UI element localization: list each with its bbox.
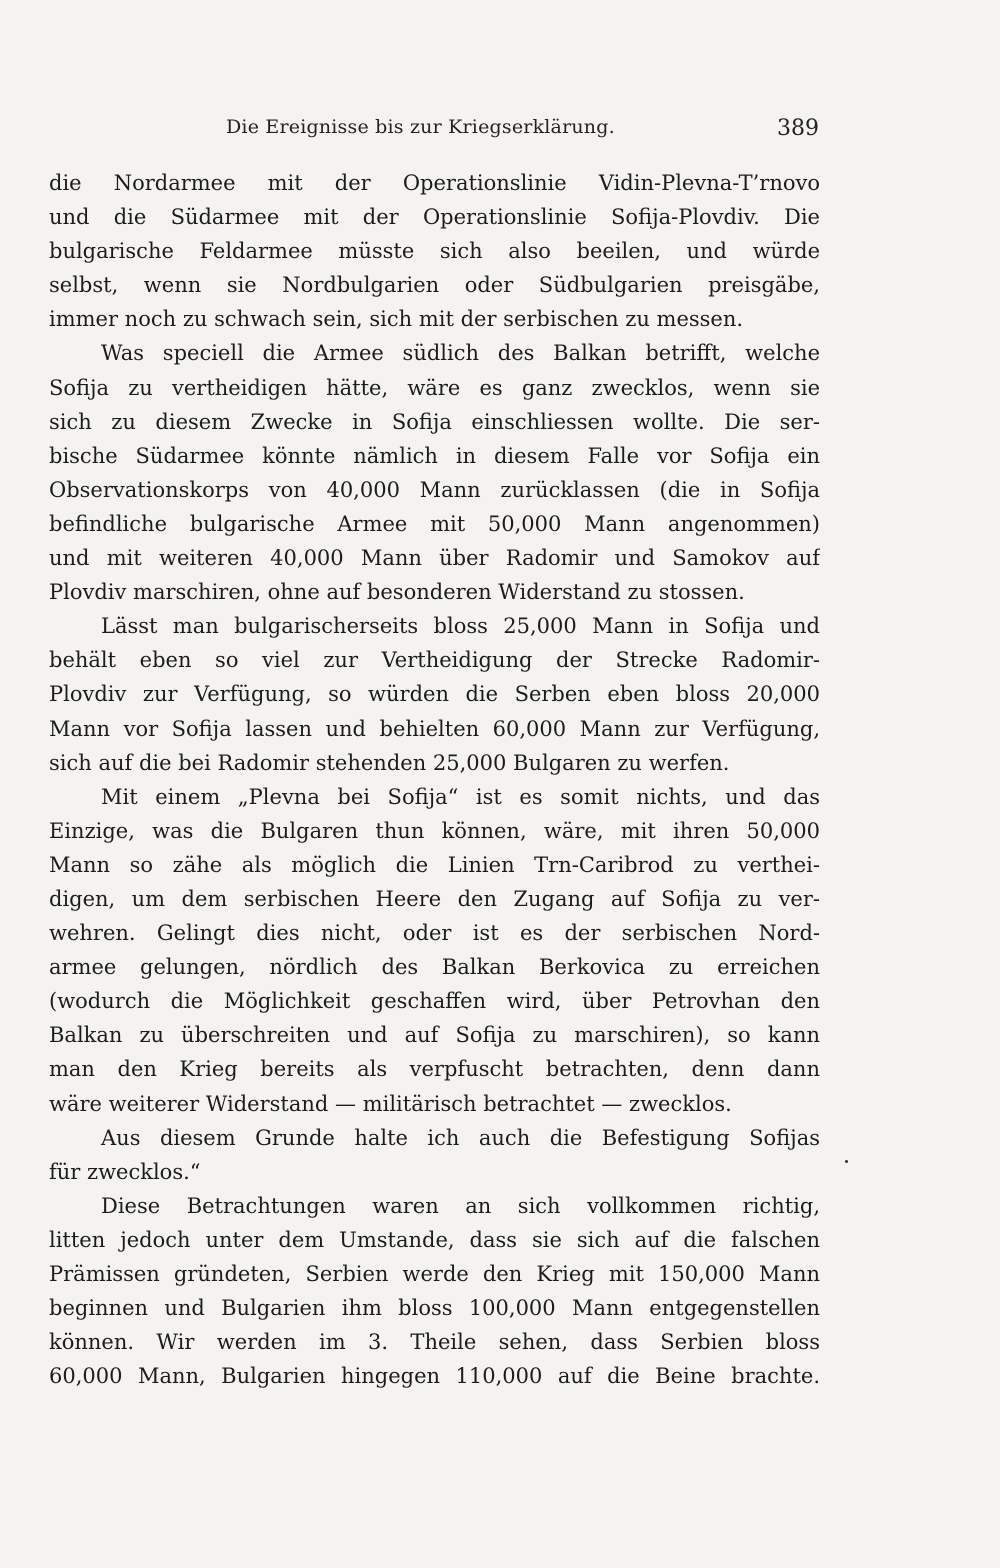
text-line: digen, um dem serbischen Heere den Zugang auf Sofija zu ver- bbox=[49, 886, 820, 911]
text-line: Sofija zu vertheidigen hätte, wäre es ganz zwecklos, wenn sie bbox=[49, 375, 820, 400]
text-line: Plovdiv zur Verfügung, so würden die Serben eben bloss 20,000 bbox=[49, 682, 820, 707]
text-line: bulgarische Feldarmee müsste sich also beeilen, und würde bbox=[49, 239, 820, 264]
text-line: 60,000 Mann, Bulgarien hingegen 110,000 auf die Beine brachte. bbox=[49, 1364, 820, 1389]
text-line: Mit einem „Plevna bei Sofija“ ist es somit nichts, und das bbox=[101, 784, 820, 809]
text-line: Einzige, was die Bulgaren thun können, wäre, mit ihren 50,000 bbox=[49, 818, 820, 843]
text-line: Mann so zähe als möglich die Linien Trn-Caribrod zu verthei- bbox=[49, 852, 820, 877]
text-line: bische Südarmee könnte nämlich in diesem Falle vor Sofija ein bbox=[49, 443, 820, 468]
text-line: man den Krieg bereits als verpfuscht betrachten, denn dann bbox=[49, 1057, 820, 1082]
body-text bbox=[49, 166, 820, 1393]
text-line: wäre weiterer Widerstand — militärisch betrachtet — zwecklos. bbox=[49, 1091, 732, 1116]
text-line: Was speciell die Armee südlich des Balkan betrifft, welche bbox=[101, 341, 820, 366]
text-line: und die Südarmee mit der Operationslinie Sofija-Plovdiv. Die bbox=[49, 205, 820, 230]
text-line: sich auf die bei Radomir stehenden 25,000 Bulgaren zu werfen. bbox=[49, 750, 730, 775]
text-line: selbst, wenn sie Nordbulgarien oder Südbulgarien preisgäbe, bbox=[49, 273, 820, 298]
text-line: Aus diesem Grunde halte ich auch die Befestigung Sofijas bbox=[101, 1125, 820, 1150]
text-line: die Nordarmee mit der Operationslinie Vidin-Plevna-T’rnovo bbox=[49, 171, 820, 195]
text-line: Observationskorps von 40,000 Mann zurücklassen (die in Sofija bbox=[49, 477, 820, 502]
text-line: für zwecklos.“ bbox=[49, 1159, 201, 1184]
text-line: Diese Betrachtungen waren an sich vollkommen richtig, bbox=[101, 1193, 820, 1218]
running-title: Die Ereignisse bis zur Kriegserklärung. bbox=[226, 116, 615, 138]
text-line: Prämissen gründeten, Serbien werde den Krieg mit 150,000 Mann bbox=[49, 1262, 820, 1286]
text-line: immer noch zu schwach sein, sich mit der serbischen zu messen. bbox=[49, 307, 744, 332]
text-line: Plovdiv marschiren, ohne auf besonderen Widerstand zu stossen. bbox=[49, 580, 745, 605]
margin-dot bbox=[845, 1160, 848, 1163]
text-line: befindliche bulgarische Armee mit 50,000 Mann angenommen) bbox=[49, 511, 820, 536]
text-line: armee gelungen, nördlich des Balkan Berkovica zu erreichen bbox=[49, 955, 820, 980]
text-line: und mit weiteren 40,000 Mann über Radomir und Samokov auf bbox=[49, 546, 820, 571]
text-line: können. Wir werden im 3. Theile sehen, dass Serbien bloss bbox=[49, 1330, 820, 1355]
text-line: Balkan zu überschreiten und auf Sofija zu marschiren), so kann bbox=[49, 1023, 820, 1048]
text-line: beginnen und Bulgarien ihm bloss 100,000 Mann entgegenstellen bbox=[49, 1296, 820, 1321]
text-line: Mann vor Sofija lassen und behielten 60,000 Mann zur Verfügung, bbox=[49, 716, 820, 741]
text-line: litten jedoch unter dem Umstande, dass sie sich auf die falschen bbox=[49, 1227, 820, 1252]
text-line: behält eben so viel zur Vertheidigung der Strecke Radomir- bbox=[49, 648, 820, 673]
text-line: wehren. Gelingt dies nicht, oder ist es der serbischen Nord- bbox=[49, 921, 820, 946]
text-line: sich zu diesem Zwecke in Sofija einschliessen wollte. Die ser- bbox=[49, 409, 820, 434]
text-line: Lässt man bulgarischerseits bloss 25,000 Mann in Sofija und bbox=[101, 614, 820, 639]
page-number: 389 bbox=[777, 116, 819, 141]
text-line: (wodurch die Möglichkeit geschaffen wird, über Petrovhan den bbox=[49, 989, 820, 1014]
